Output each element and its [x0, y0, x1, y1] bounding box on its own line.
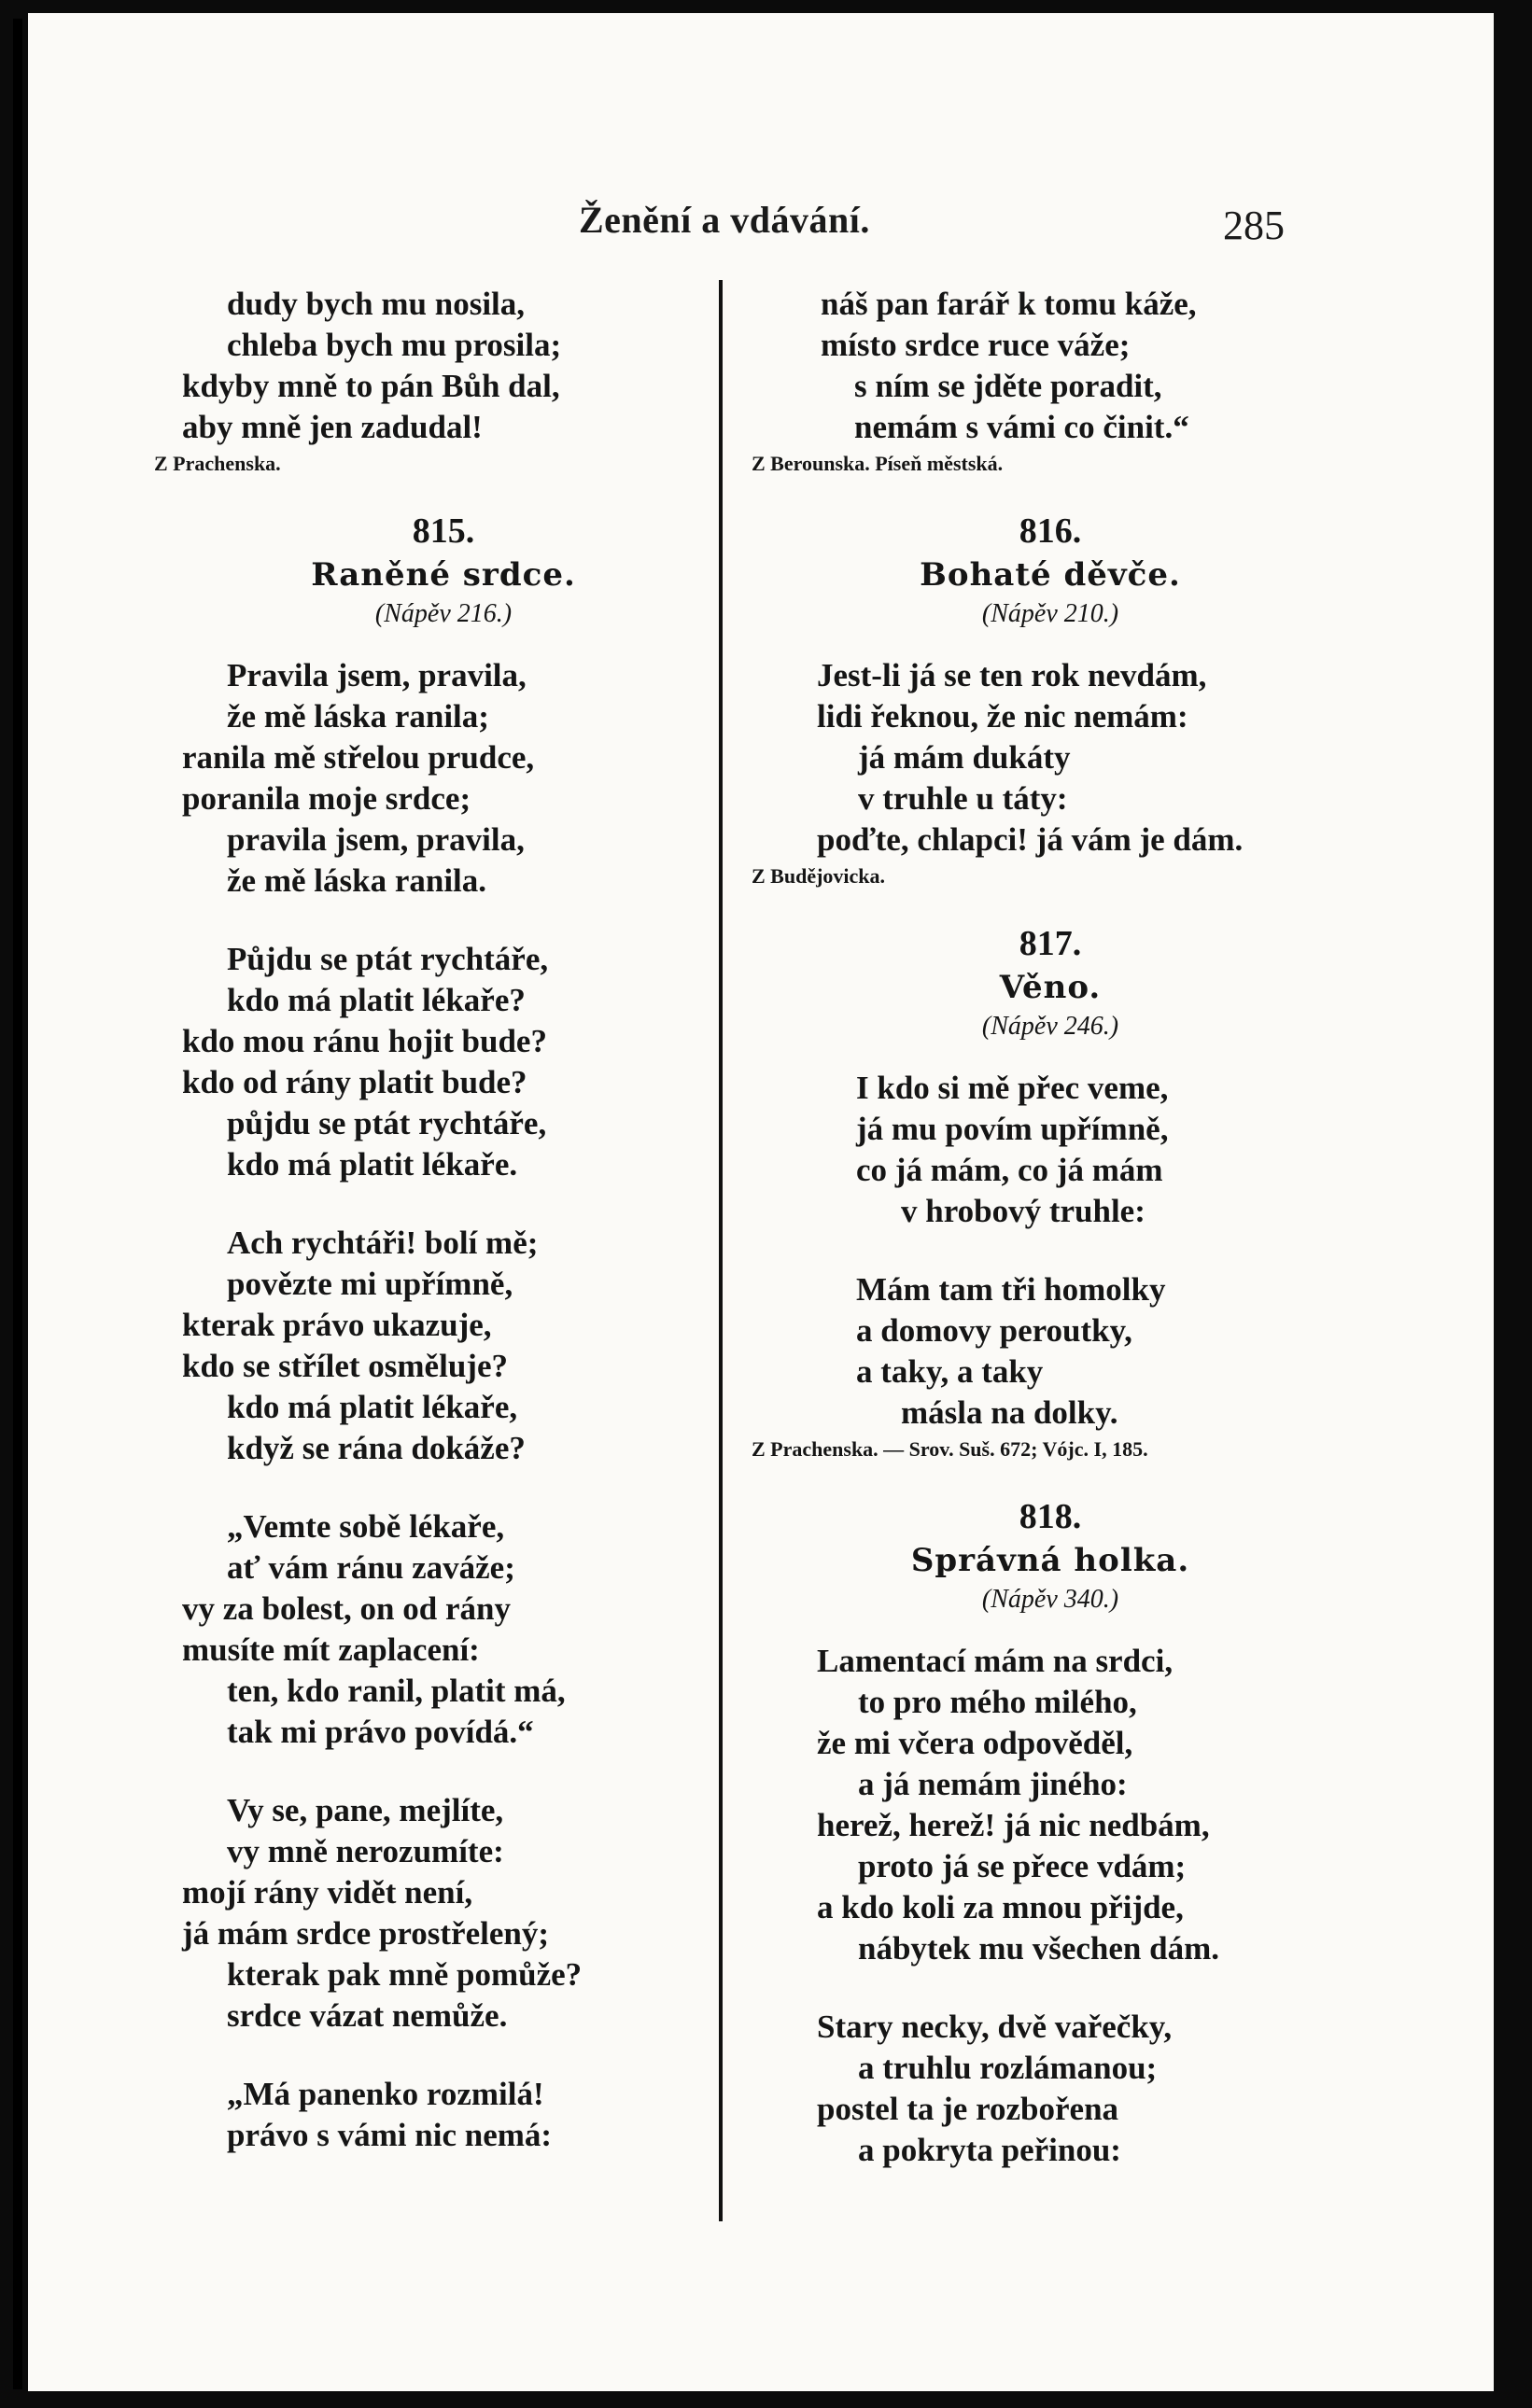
verse-line: poranila moje srdce; — [182, 780, 471, 817]
verse-line: ať vám ránu zaváže; — [227, 1549, 515, 1586]
verse-line: chleba bych mu prosila; — [227, 327, 562, 363]
verse-line: „Vemte sobě lékaře, — [227, 1508, 505, 1545]
verse-line: kdo má platit lékaře, — [227, 1389, 518, 1425]
verse-line: a pokryta peřinou: — [858, 2132, 1121, 2168]
source-note: Z Prachenska. — Srov. Suš. 672; Vójc. I, 185. — [752, 1437, 1148, 1461]
verse-line: nemám s vámi co činit.“ — [854, 409, 1189, 445]
stanza — [182, 2074, 705, 2156]
verse-line: herež, herež! já nic nedbám, — [817, 1807, 1210, 1843]
verse-line: co já mám, co já mám — [856, 1152, 1163, 1188]
verse-line: povězte mi upřímně, — [227, 1266, 513, 1302]
verse-line: kdo mou ránu hojit bude? — [182, 1023, 547, 1059]
verse-line: já mám dukáty — [858, 739, 1071, 776]
melody-reference: (Nápěv 216.) — [374, 599, 513, 628]
stanza — [182, 655, 705, 902]
verse-line: Jest-li já se ten rok nevdám, — [817, 657, 1207, 693]
verse-line: dudy bych mu nosila, — [227, 286, 526, 322]
song-817 — [752, 920, 1349, 1465]
verse-line: másla na dolky. — [901, 1394, 1118, 1431]
melody-reference: (Nápěv 340.) — [981, 1585, 1119, 1614]
song-number: 817. — [1019, 924, 1082, 963]
page-number: 285 — [1223, 203, 1285, 248]
running-header — [28, 198, 1494, 263]
verse-line: ranila mě střelou prudce, — [182, 739, 535, 776]
stanza — [182, 939, 705, 1185]
verse-line: já mu povím upřímně, — [856, 1111, 1169, 1147]
stanza — [182, 1223, 705, 1469]
melody-reference: (Nápěv 246.) — [981, 1012, 1119, 1041]
verse-line: když se rána dokáže? — [227, 1430, 526, 1466]
source-note: Z Prachenska. — [154, 452, 281, 475]
verse-line: náš pan farář k tomu káže, — [821, 286, 1197, 322]
verse-line: kterak právo ukazuje, — [182, 1307, 492, 1343]
verse-line: poďte, chlapci! já vám je dám. — [817, 821, 1244, 858]
verse-line: proto já se přece vdám; — [858, 1848, 1187, 1884]
verse-line: nábytek mu všechen dám. — [858, 1930, 1219, 1967]
continued-song-right — [752, 284, 1349, 480]
verse-line: a kdo koli za mnou přijde, — [817, 1889, 1184, 1925]
verse-line: kdo má platit lékaře? — [227, 982, 526, 1018]
verse-line: a truhlu rozlámanou; — [858, 2050, 1158, 2086]
left-column — [154, 284, 705, 2156]
verse-line: to pro mého milého, — [858, 1684, 1137, 1720]
continued-song-left — [154, 284, 705, 480]
verse-line: I kdo si mě přec veme, — [856, 1070, 1169, 1106]
source-note: Z Berounska. Píseň městská. — [752, 452, 1004, 475]
verse-line: lidi řeknou, že nic nemám: — [817, 698, 1188, 735]
verse-line: kdo od rány platit bude? — [182, 1064, 527, 1100]
stanza — [182, 1506, 705, 1753]
verse-line: já mám srdce prostřelený; — [182, 1915, 549, 1952]
verse-line: musíte mít zaplacení: — [182, 1631, 480, 1668]
verse-line: že mě láska ranila; — [227, 698, 489, 735]
verse-line: kterak pak mně pomůže? — [227, 1956, 583, 1993]
verse-line: kdo má platit lékaře. — [227, 1146, 518, 1183]
verse-line: Lamentací mám na srdci, — [817, 1643, 1174, 1679]
verse-line: aby mně jen zadudal! — [182, 409, 483, 445]
right-column — [752, 284, 1349, 2171]
stanza — [182, 1790, 705, 2037]
song-number: 818. — [1019, 1497, 1082, 1536]
source-note: Z Budějovicka. — [752, 864, 886, 888]
verse-line: a já nemám jiného: — [858, 1766, 1128, 1802]
song-818 — [752, 1493, 1349, 2171]
verse-line: kdo se střílet osměluje? — [182, 1348, 508, 1384]
verse-line: že mě láska ranila. — [227, 862, 487, 899]
song-816 — [752, 508, 1349, 892]
song-number: 816. — [1019, 511, 1082, 551]
verse-line: vy mně nerozumíte: — [227, 1833, 504, 1869]
verse-line: „Má panenko rozmilá! — [227, 2076, 544, 2112]
verse-line: Stary necky, dvě vařečky, — [817, 2009, 1173, 2045]
verse-line: a taky, a taky — [856, 1353, 1044, 1390]
verse-line: a domovy peroutky, — [856, 1312, 1132, 1349]
verse-line: v truhle u táty: — [858, 780, 1068, 817]
verse-line: místo srdce ruce váže; — [821, 327, 1131, 363]
verse-line: ten, kdo ranil, platit má, — [227, 1673, 566, 1709]
running-title: Ženění a vdávání. — [579, 199, 870, 241]
column-divider — [719, 280, 723, 2221]
verse-line: Mám tam tři homolky — [856, 1271, 1166, 1308]
song-title: Raněné srdce. — [311, 556, 576, 594]
verse-line: kdyby mně to pán Bůh dal, — [182, 368, 560, 404]
song-title: Správná holka. — [910, 1542, 1190, 1579]
song-815 — [182, 508, 705, 2156]
song-title: Bohaté děvče. — [920, 556, 1181, 594]
verse-line: půjdu se ptát rychtáře, — [227, 1105, 547, 1141]
book-page — [28, 13, 1494, 2391]
verse-line: Ach rychtáři! bolí mě; — [227, 1225, 539, 1261]
verse-line: vy za bolest, on od rány — [182, 1590, 511, 1627]
verse-line: mojí rány vidět není, — [182, 1874, 473, 1911]
verse-line: právo s vámi nic nemá: — [227, 2117, 553, 2153]
verse-line: že mi včera odpověděl, — [817, 1725, 1133, 1761]
verse-line: Půjdu se ptát rychtáře, — [227, 941, 549, 977]
verse-line: srdce vázat nemůže. — [227, 1997, 508, 2034]
verse-line: Pravila jsem, pravila, — [227, 657, 527, 693]
verse-line: tak mi právo povídá.“ — [227, 1714, 534, 1750]
song-number: 815. — [412, 511, 475, 551]
verse-line: postel ta je rozbořena — [817, 2091, 1119, 2127]
verse-line: pravila jsem, pravila, — [227, 821, 525, 858]
verse-line: v hrobový truhle: — [901, 1193, 1145, 1229]
melody-reference: (Nápěv 210.) — [981, 599, 1119, 628]
verse-line: s ním se jděte poradit, — [854, 368, 1162, 404]
song-title: Věno. — [999, 969, 1102, 1006]
verse-line: Vy se, pane, mejlíte, — [227, 1792, 504, 1828]
scan-edge — [13, 19, 22, 2389]
